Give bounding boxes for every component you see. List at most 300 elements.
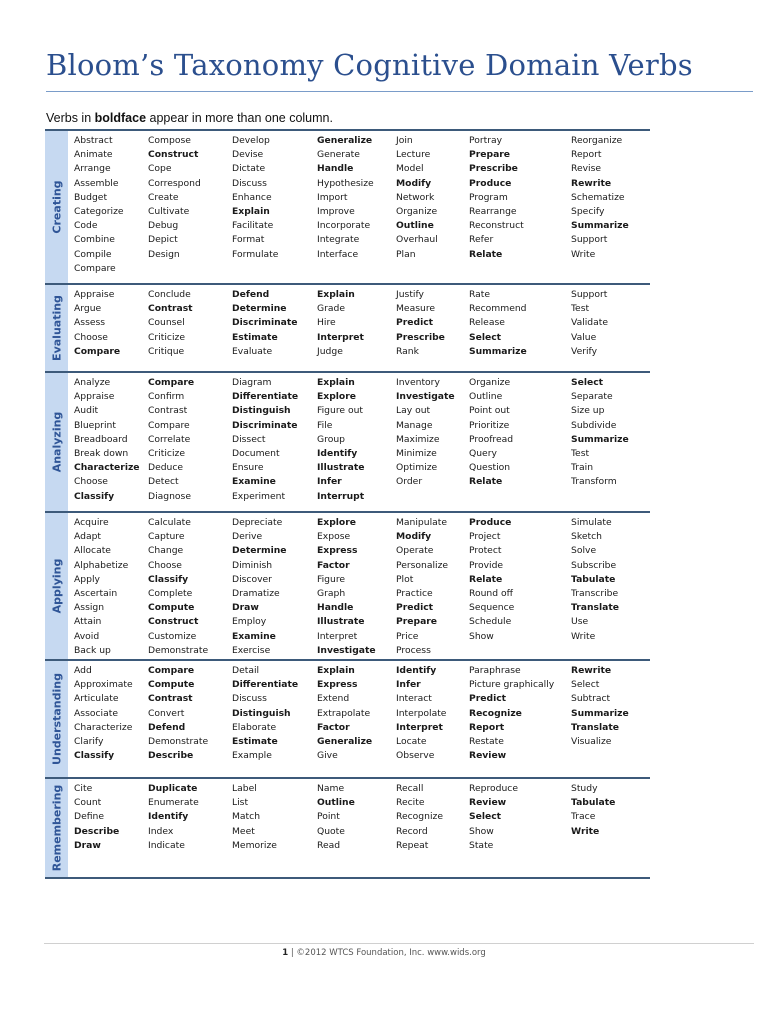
- verb-item: Organize: [469, 377, 511, 388]
- verb-item: Critique: [148, 345, 185, 357]
- section-label-text: Analyzing: [50, 411, 63, 473]
- verb-item: Hire: [317, 317, 336, 329]
- verb-item: Lay out: [396, 405, 431, 417]
- verb-item: Recommend: [469, 303, 527, 315]
- verb-item: Formulate: [232, 248, 279, 260]
- verb-item: File: [317, 419, 333, 431]
- verb-item: Interpret: [396, 721, 443, 733]
- verb-item: Distinguish: [232, 707, 291, 719]
- section-label: [45, 513, 68, 659]
- verb-item: Infer: [396, 679, 421, 691]
- verb-item: Size up: [571, 405, 605, 417]
- verb-item: Calculate: [148, 517, 191, 528]
- verb-item: Join: [396, 135, 413, 146]
- verb-item: Assemble: [74, 177, 119, 189]
- verb-item: Design: [148, 248, 180, 260]
- verb-item: Modify: [396, 177, 432, 189]
- verb-item: Plot: [396, 573, 414, 585]
- verb-item: Apply: [74, 573, 100, 585]
- verb-item: Cite: [74, 783, 93, 794]
- verb-item: Schedule: [469, 616, 512, 628]
- verb-item: Ascertain: [74, 588, 118, 599]
- verb-item: Relate: [469, 476, 503, 488]
- section-label-text: Understanding: [50, 673, 63, 765]
- verb-item: Construct: [148, 149, 199, 161]
- verb-item: Sketch: [571, 531, 602, 543]
- verb-item: Predict: [469, 693, 507, 705]
- verb-item: Simulate: [571, 517, 612, 528]
- verb-item: Characterize: [74, 721, 133, 733]
- verb-item: Add: [74, 665, 92, 676]
- verb-item: Outline: [317, 797, 355, 809]
- verb-item: Generalize: [317, 736, 373, 747]
- verb-item: Rank: [396, 345, 419, 357]
- verb-item: Read: [317, 839, 341, 851]
- verb-item: Describe: [148, 750, 194, 762]
- verb-item: Process: [396, 644, 431, 656]
- verb-item: Discriminate: [232, 419, 298, 431]
- verb-item: Interpret: [317, 630, 358, 642]
- section-label-text: Evaluating: [50, 295, 63, 361]
- verb-item: Articulate: [74, 693, 119, 705]
- verb-item: Demonstrate: [148, 644, 209, 656]
- verb-item: Estimate: [232, 331, 278, 343]
- verb-item: Budget: [74, 191, 108, 203]
- verb-item: Manage: [396, 419, 433, 431]
- verb-item: Compile: [74, 248, 112, 260]
- verb-item: Cultivate: [148, 206, 190, 217]
- verb-item: Observe: [396, 750, 435, 762]
- verb-item: Summarize: [469, 345, 527, 357]
- verb-item: Solve: [571, 545, 597, 557]
- section-understanding: [45, 659, 650, 777]
- section-remembering: [45, 777, 650, 877]
- verb-item: Produce: [469, 517, 512, 528]
- verb-item: Employ: [232, 616, 267, 628]
- verb-item: Adapt: [74, 531, 102, 543]
- verb-item: Prepare: [469, 149, 511, 161]
- verb-item: Create: [148, 191, 179, 203]
- verb-item: Generate: [317, 149, 360, 161]
- verb-item: Integrate: [317, 234, 360, 246]
- verb-item: Write: [571, 248, 596, 260]
- verb-item: Interrupt: [317, 490, 365, 502]
- verb-item: Explain: [317, 289, 355, 300]
- intro-note-post: appear in more than one column.: [146, 111, 333, 125]
- verb-item: Choose: [74, 331, 108, 343]
- verb-item: Cope: [148, 163, 172, 175]
- verb-item: Classify: [74, 490, 115, 502]
- verb-item: Restate: [469, 736, 504, 747]
- verb-item: Use: [571, 616, 589, 628]
- verb-item: Differentiate: [232, 679, 299, 691]
- verb-item: Compare: [74, 262, 116, 274]
- verb-item: Prioritize: [469, 419, 510, 431]
- section-label-text: Remembering: [50, 784, 63, 872]
- verb-item: Discover: [232, 573, 272, 585]
- verb-item: Index: [148, 825, 174, 837]
- verb-item: Discriminate: [232, 317, 298, 329]
- verb-item: Acquire: [74, 517, 109, 528]
- verb-item: Incorporate: [317, 220, 371, 232]
- verb-item: Explore: [317, 517, 357, 528]
- verb-item: List: [232, 797, 249, 809]
- page-title: Bloom’s Taxonomy Cognitive Domain Verbs: [46, 48, 693, 82]
- page-footer: [0, 948, 768, 958]
- verb-item: Complete: [148, 588, 193, 599]
- verb-item: Compute: [148, 602, 195, 614]
- verb-item: Report: [469, 721, 505, 733]
- verb-item: Alphabetize: [74, 559, 129, 571]
- verb-item: Convert: [148, 707, 185, 719]
- verb-item: Order: [396, 476, 423, 488]
- verb-item: Graph: [317, 588, 346, 599]
- footer-separator: |: [288, 948, 297, 958]
- copyright-text: ©2012 WTCS Foundation, Inc. www.wids.org: [296, 948, 486, 958]
- verb-item: Detail: [232, 665, 260, 676]
- verb-item: Identify: [148, 811, 189, 823]
- verb-item: Criticize: [148, 448, 185, 459]
- verb-item: Recognize: [469, 707, 522, 719]
- verb-item: Recognize: [396, 811, 443, 823]
- verb-item: Predict: [396, 317, 434, 329]
- verb-item: Differentiate: [232, 391, 299, 403]
- verb-item: Meet: [232, 825, 255, 837]
- verb-item: Contrast: [148, 303, 193, 315]
- verb-item: Revise: [571, 163, 602, 175]
- verb-item: Derive: [232, 531, 263, 543]
- verb-item: Provide: [469, 559, 504, 571]
- verb-item: Paraphrase: [469, 665, 521, 676]
- verb-item: Improve: [317, 206, 355, 217]
- verb-item: Breadboard: [74, 433, 128, 445]
- intro-note-bold: boldface: [94, 111, 147, 125]
- verb-item: Experiment: [232, 490, 286, 502]
- verb-item: Transform: [571, 476, 617, 488]
- verb-item: Document: [232, 448, 280, 459]
- verb-item: Prescribe: [469, 163, 518, 175]
- verb-item: Select: [469, 811, 502, 823]
- verb-item: Investigate: [396, 391, 455, 403]
- verb-item: Report: [571, 149, 602, 161]
- section-evaluating: [45, 283, 650, 371]
- verb-item: Explain: [232, 206, 270, 217]
- verb-item: Attain: [74, 616, 102, 628]
- verb-item: Enumerate: [148, 797, 199, 809]
- verb-item: Appraise: [74, 391, 115, 403]
- verb-item: Illustrate: [317, 616, 365, 628]
- verb-item: Review: [469, 750, 507, 762]
- verb-item: Predict: [396, 602, 434, 614]
- verb-item: Practice: [396, 588, 433, 599]
- verb-item: Defend: [232, 289, 270, 300]
- verb-item: Compose: [148, 135, 191, 146]
- verb-item: Quote: [317, 825, 345, 837]
- verb-item: Determine: [232, 545, 287, 557]
- verb-item: Break down: [74, 448, 129, 459]
- verb-item: Facilitate: [232, 220, 274, 232]
- verb-item: Diminish: [232, 559, 273, 571]
- verb-item: Capture: [148, 531, 185, 543]
- verb-item: Study: [571, 783, 598, 794]
- verb-item: Determine: [232, 303, 287, 315]
- verb-item: Memorize: [232, 839, 277, 851]
- verb-item: Portray: [469, 135, 503, 146]
- verb-item: Infer: [317, 476, 342, 488]
- verb-item: Ensure: [232, 462, 264, 474]
- verb-item: Extend: [317, 693, 350, 705]
- verb-item: Detect: [148, 476, 179, 488]
- verb-item: Dramatize: [232, 588, 280, 599]
- verb-item: Deduce: [148, 462, 184, 474]
- verb-item: Project: [469, 531, 501, 543]
- verb-item: Construct: [148, 616, 199, 628]
- verb-item: Assign: [74, 602, 105, 614]
- verb-item: Animate: [74, 149, 113, 161]
- verb-item: Outline: [396, 220, 434, 232]
- verb-item: Plan: [396, 248, 416, 260]
- verb-item: Interact: [396, 693, 432, 705]
- verb-item: Operate: [396, 545, 434, 557]
- verb-item: Characterize: [74, 462, 140, 474]
- verb-item: Point: [317, 811, 340, 823]
- verb-item: Maximize: [396, 433, 440, 445]
- section-label: [45, 131, 68, 283]
- verb-item: Value: [571, 331, 597, 343]
- verb-item: Demonstrate: [148, 736, 209, 747]
- verb-item: Develop: [232, 135, 270, 146]
- verb-item: Contrast: [148, 693, 193, 705]
- verb-item: Figure: [317, 573, 346, 585]
- verb-item: Modify: [396, 531, 432, 543]
- verb-item: Correspond: [148, 177, 201, 189]
- verb-item: State: [469, 839, 494, 851]
- verb-item: Approximate: [74, 679, 133, 691]
- verb-item: Manipulate: [396, 517, 448, 528]
- verb-item: Exercise: [232, 644, 271, 656]
- section-analyzing: [45, 371, 650, 511]
- intro-note: [46, 111, 333, 125]
- verb-item: Count: [74, 797, 102, 809]
- verb-item: Handle: [317, 163, 354, 175]
- verb-item: Explain: [317, 377, 355, 388]
- verb-item: Associate: [74, 707, 118, 719]
- verb-item: Clarify: [74, 736, 104, 747]
- verb-item: Match: [232, 811, 261, 823]
- verb-item: Inventory: [396, 377, 440, 388]
- verb-item: Refer: [469, 234, 494, 246]
- verb-item: Query: [469, 448, 497, 459]
- verb-item: Separate: [571, 391, 613, 403]
- verb-item: Contrast: [148, 405, 188, 417]
- verb-item: Round off: [469, 588, 513, 599]
- verb-item: Import: [317, 191, 348, 203]
- verb-item: Correlate: [148, 433, 191, 445]
- verb-item: Indicate: [148, 839, 185, 851]
- verb-item: Optimize: [396, 462, 438, 474]
- verb-item: Select: [571, 377, 604, 388]
- verb-item: Extrapolate: [317, 707, 371, 719]
- verb-item: Test: [571, 448, 590, 459]
- verb-item: Discuss: [232, 177, 267, 189]
- verb-item: Reproduce: [469, 783, 519, 794]
- table-bottom-rule: [45, 877, 650, 879]
- verb-item: Translate: [571, 602, 619, 614]
- section-label: [45, 373, 68, 511]
- verb-item: Analyze: [74, 377, 111, 388]
- verb-item: Classify: [74, 750, 115, 762]
- section-label: [45, 779, 68, 877]
- verb-item: Debug: [148, 220, 179, 232]
- verb-item: Appraise: [74, 289, 115, 300]
- verb-item: Assess: [74, 317, 106, 329]
- verb-item: Justify: [396, 289, 424, 300]
- verb-item: Specify: [571, 206, 605, 217]
- verb-item: Model: [396, 163, 424, 175]
- verb-item: Subdivide: [571, 419, 617, 431]
- verb-item: Expose: [317, 531, 351, 543]
- verb-item: Express: [317, 545, 358, 557]
- verb-item: Support: [571, 234, 608, 246]
- verb-item: Avoid: [74, 630, 100, 642]
- verb-item: Change: [148, 545, 184, 557]
- verb-item: Argue: [74, 303, 102, 315]
- verb-item: Compare: [74, 345, 121, 357]
- verb-item: Summarize: [571, 707, 629, 719]
- verb-item: Recall: [396, 783, 424, 794]
- verb-item: Distinguish: [232, 405, 291, 417]
- verb-item: Organize: [396, 206, 438, 217]
- verb-item: Verify: [571, 345, 598, 357]
- verb-item: Show: [469, 630, 494, 642]
- verb-item: Picture graphically: [469, 679, 555, 691]
- verb-item: Release: [469, 317, 505, 329]
- verb-item: Summarize: [571, 220, 629, 232]
- verb-item: Reconstruct: [469, 220, 524, 232]
- verb-item: Rearrange: [469, 206, 517, 217]
- verb-item: Review: [469, 797, 507, 809]
- verb-item: Elaborate: [232, 721, 277, 733]
- verb-item: Allocate: [74, 545, 111, 557]
- verb-item: Group: [317, 433, 345, 445]
- verb-item: Price: [396, 630, 419, 642]
- verb-item: Rewrite: [571, 665, 612, 676]
- verb-item: Interpret: [317, 331, 364, 343]
- verb-item: Examine: [232, 630, 276, 642]
- verb-item: Explore: [317, 391, 357, 403]
- verb-item: Identify: [396, 665, 437, 676]
- verb-item: Devise: [232, 149, 264, 161]
- section-applying: [45, 511, 650, 659]
- verb-item: Tabulate: [571, 573, 616, 585]
- verb-item: Choose: [148, 559, 182, 571]
- verb-item: Summarize: [571, 433, 629, 445]
- verb-item: Select: [571, 679, 600, 691]
- verb-item: Audit: [74, 405, 99, 417]
- verb-item: Compare: [148, 665, 195, 676]
- verb-item: Label: [232, 783, 257, 794]
- verb-item: Give: [317, 750, 338, 762]
- verb-item: Program: [469, 191, 508, 203]
- verb-item: Handle: [317, 602, 354, 614]
- verb-item: Write: [571, 825, 600, 837]
- verb-item: Defend: [148, 721, 186, 733]
- verb-item: Interpolate: [396, 707, 447, 719]
- verb-item: Minimize: [396, 448, 437, 459]
- verb-item: Depict: [148, 234, 178, 246]
- verb-item: Abstract: [74, 135, 113, 146]
- verb-item: Enhance: [232, 191, 272, 203]
- verb-item: Dissect: [232, 433, 266, 445]
- verb-item: Name: [317, 783, 345, 794]
- footer-divider: [44, 943, 754, 944]
- verb-item: Describe: [74, 825, 120, 837]
- verb-item: Investigate: [317, 644, 376, 656]
- verb-item: Counsel: [148, 317, 185, 329]
- verb-item: Conclude: [148, 289, 191, 300]
- verb-item: Categorize: [74, 206, 124, 217]
- verb-item: Diagnose: [148, 490, 191, 502]
- verb-item: Question: [469, 462, 511, 474]
- verb-item: Sequence: [469, 602, 515, 614]
- title-divider: [46, 91, 753, 92]
- verb-item: Relate: [469, 248, 503, 260]
- intro-note-pre: Verbs in: [46, 111, 95, 125]
- verb-item: Prepare: [396, 616, 438, 628]
- verb-item: Produce: [469, 177, 512, 189]
- verb-item: Compute: [148, 679, 195, 691]
- verb-item: Grade: [317, 303, 346, 315]
- verb-item: Explain: [317, 665, 355, 676]
- verb-item: Translate: [571, 721, 619, 733]
- verb-item: Examine: [232, 476, 276, 488]
- verb-item: Visualize: [571, 736, 612, 747]
- verb-item: Train: [571, 462, 594, 474]
- verb-item: Trace: [571, 811, 596, 823]
- verb-item: Draw: [74, 839, 101, 851]
- verb-item: Test: [571, 303, 590, 315]
- verb-item: Interface: [317, 248, 359, 260]
- verb-item: Rate: [469, 289, 491, 300]
- verb-item: Prescribe: [396, 331, 445, 343]
- section-label: [45, 661, 68, 777]
- verb-item: Estimate: [232, 736, 278, 747]
- verb-item: Factor: [317, 721, 350, 733]
- verb-item: Validate: [571, 317, 609, 329]
- verb-item: Compare: [148, 419, 190, 431]
- verb-item: Write: [571, 630, 596, 642]
- verb-item: Choose: [74, 476, 108, 488]
- verb-item: Figure out: [317, 405, 364, 417]
- verb-item: Hypothesize: [317, 177, 374, 189]
- verb-item: Combine: [74, 234, 115, 246]
- verb-item: Relate: [469, 573, 503, 585]
- verb-item: Measure: [396, 303, 436, 315]
- verb-item: Reorganize: [571, 135, 623, 146]
- verb-item: Judge: [317, 345, 343, 357]
- verb-item: Show: [469, 825, 494, 837]
- verb-item: Point out: [469, 405, 510, 417]
- verb-item: Tabulate: [571, 797, 616, 809]
- verb-item: Lecture: [396, 149, 431, 161]
- verb-item: Confirm: [148, 391, 185, 403]
- verb-item: Locate: [396, 736, 427, 747]
- section-label-text: Applying: [50, 558, 63, 614]
- verb-item: Generalize: [317, 135, 373, 146]
- verb-item: Outline: [469, 391, 503, 403]
- verb-item: Record: [396, 825, 428, 837]
- verb-item: Duplicate: [148, 783, 198, 794]
